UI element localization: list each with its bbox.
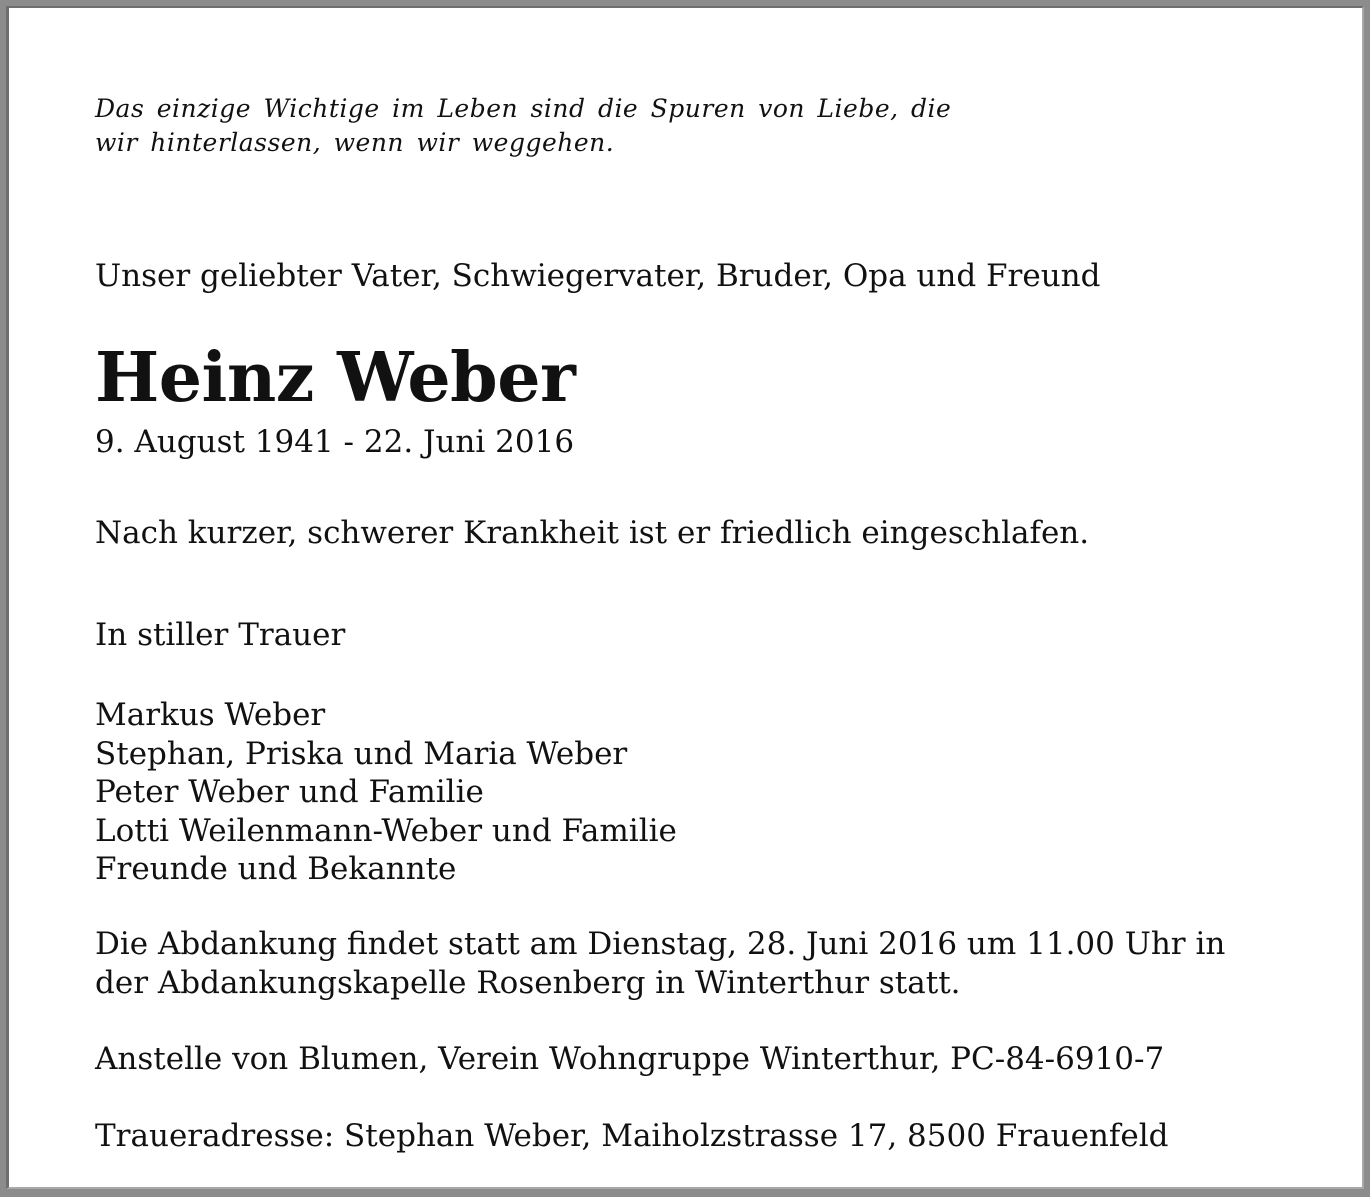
obituary-page [6,6,1364,1189]
mourner-item: Markus Weber [95,697,326,733]
deceased-name: Heinz Weber [95,338,576,418]
mourners-list [95,696,677,889]
ceremony-line-2: der Abdankungskapelle Rosenberg in Winterthur statt. [95,964,961,1001]
mourner-item: Peter Weber und Familie [95,774,484,810]
mourner-item: Freunde und Bekannte [95,851,457,887]
donation-info: Anstelle von Blumen, Verein Wohngruppe Winterthur, PC-84-6910-7 [95,1041,1165,1077]
death-message: Nach kurzer, schwerer Krankheit ist er friedlich eingeschlafen. [95,515,1090,551]
mourning-address: Traueradresse: Stephan Weber, Maiholzstrasse 17, 8500 Frauenfeld [95,1118,1169,1154]
memorial-quote [95,92,951,160]
mourning-label: In stiller Trauer [95,617,346,653]
life-dates: 9. August 1941 - 22. Juni 2016 [95,424,575,460]
ceremony-line-1: Die Abdankung findet statt am Dienstag, 28. Juni 2016 um 11.00 Uhr in [95,926,1226,962]
quote-line-1: Das einzige Wichtige im Leben sind die Spuren von Liebe, die [95,94,952,123]
mourner-item: Lotti Weilenmann-Weber und Familie [95,812,677,849]
intro-text: Unser geliebter Vater, Schwiegervater, Bruder, Opa und Freund [95,258,1101,294]
ceremony-info [95,925,1225,1002]
quote-line-2: wir hinterlassen, wenn wir weggehen. [95,128,615,157]
mourner-item: Stephan, Priska und Maria Weber [95,735,628,772]
